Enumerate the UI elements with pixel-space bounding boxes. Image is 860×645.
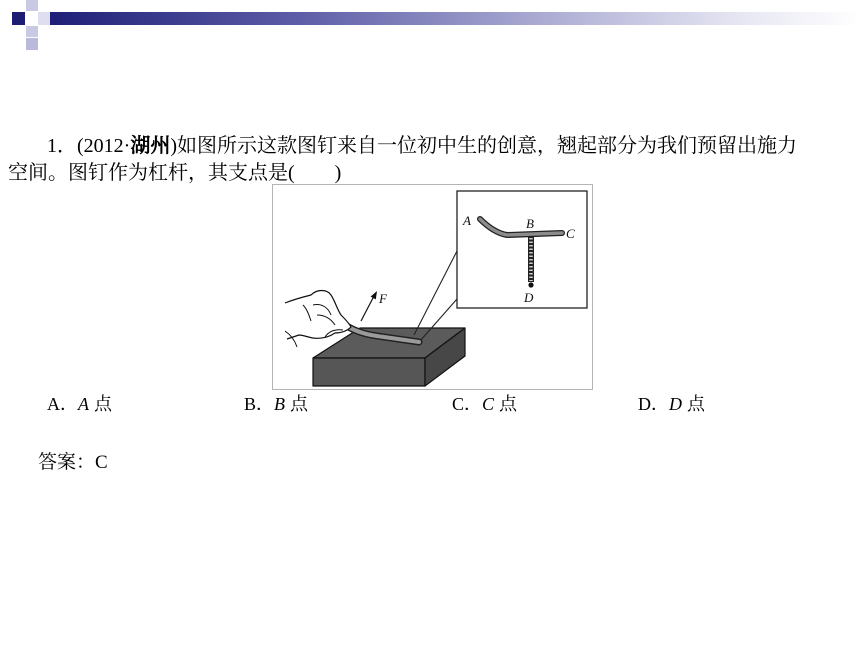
force-arrow bbox=[361, 296, 374, 321]
callout-line-upper bbox=[414, 251, 457, 335]
label-c: C bbox=[566, 226, 575, 241]
option-letter: C． bbox=[452, 394, 483, 414]
label-d: D bbox=[524, 290, 534, 305]
question-source-close: ) bbox=[170, 135, 177, 157]
option-letter: D． bbox=[638, 394, 669, 414]
pushpin-lever-diagram bbox=[273, 185, 592, 389]
question-number: 1． bbox=[47, 135, 77, 157]
question-text-line-1: 如图所示这款图钉来自一位初中生的创意，翘起部分为我们预留出施力 bbox=[177, 135, 797, 157]
option-point: C bbox=[482, 394, 495, 414]
header-square-light bbox=[26, 38, 38, 50]
option-b bbox=[244, 392, 308, 416]
question-line-1 bbox=[47, 133, 797, 160]
option-point: D bbox=[669, 394, 682, 414]
force-arrowhead bbox=[371, 291, 377, 299]
option-unit: 点 bbox=[94, 394, 112, 414]
label-b: B bbox=[526, 216, 534, 231]
answer-line bbox=[38, 450, 108, 475]
answer-value: C bbox=[95, 452, 108, 473]
header-square-dark bbox=[12, 12, 25, 25]
question-source-place: 湖州 bbox=[130, 135, 171, 157]
question-source-open: (2012· bbox=[77, 135, 131, 157]
option-point: A bbox=[78, 394, 89, 414]
option-c bbox=[452, 392, 517, 416]
label-f: F bbox=[379, 291, 387, 306]
option-letter: B． bbox=[244, 394, 275, 414]
option-a bbox=[47, 392, 112, 416]
option-unit: 点 bbox=[687, 394, 705, 414]
header-square-light bbox=[26, 0, 38, 11]
header-square-light bbox=[38, 12, 50, 25]
header-gradient-bar bbox=[50, 12, 860, 25]
inset-frame bbox=[457, 191, 587, 308]
block-front-face bbox=[313, 358, 425, 386]
question-figure bbox=[272, 184, 593, 390]
point-d-dot bbox=[528, 282, 533, 287]
label-a: A bbox=[463, 213, 471, 228]
header-square-light bbox=[26, 26, 38, 37]
option-d bbox=[638, 392, 705, 416]
option-unit: 点 bbox=[499, 394, 518, 414]
option-letter: A． bbox=[47, 394, 78, 414]
question-line-2 bbox=[8, 160, 341, 187]
answer-label: 答案： bbox=[38, 452, 96, 473]
option-point: B bbox=[274, 394, 286, 414]
option-unit: 点 bbox=[290, 394, 309, 414]
question-text-line-2: 空间。图钉作为杠杆，其支点是( ) bbox=[8, 162, 342, 184]
